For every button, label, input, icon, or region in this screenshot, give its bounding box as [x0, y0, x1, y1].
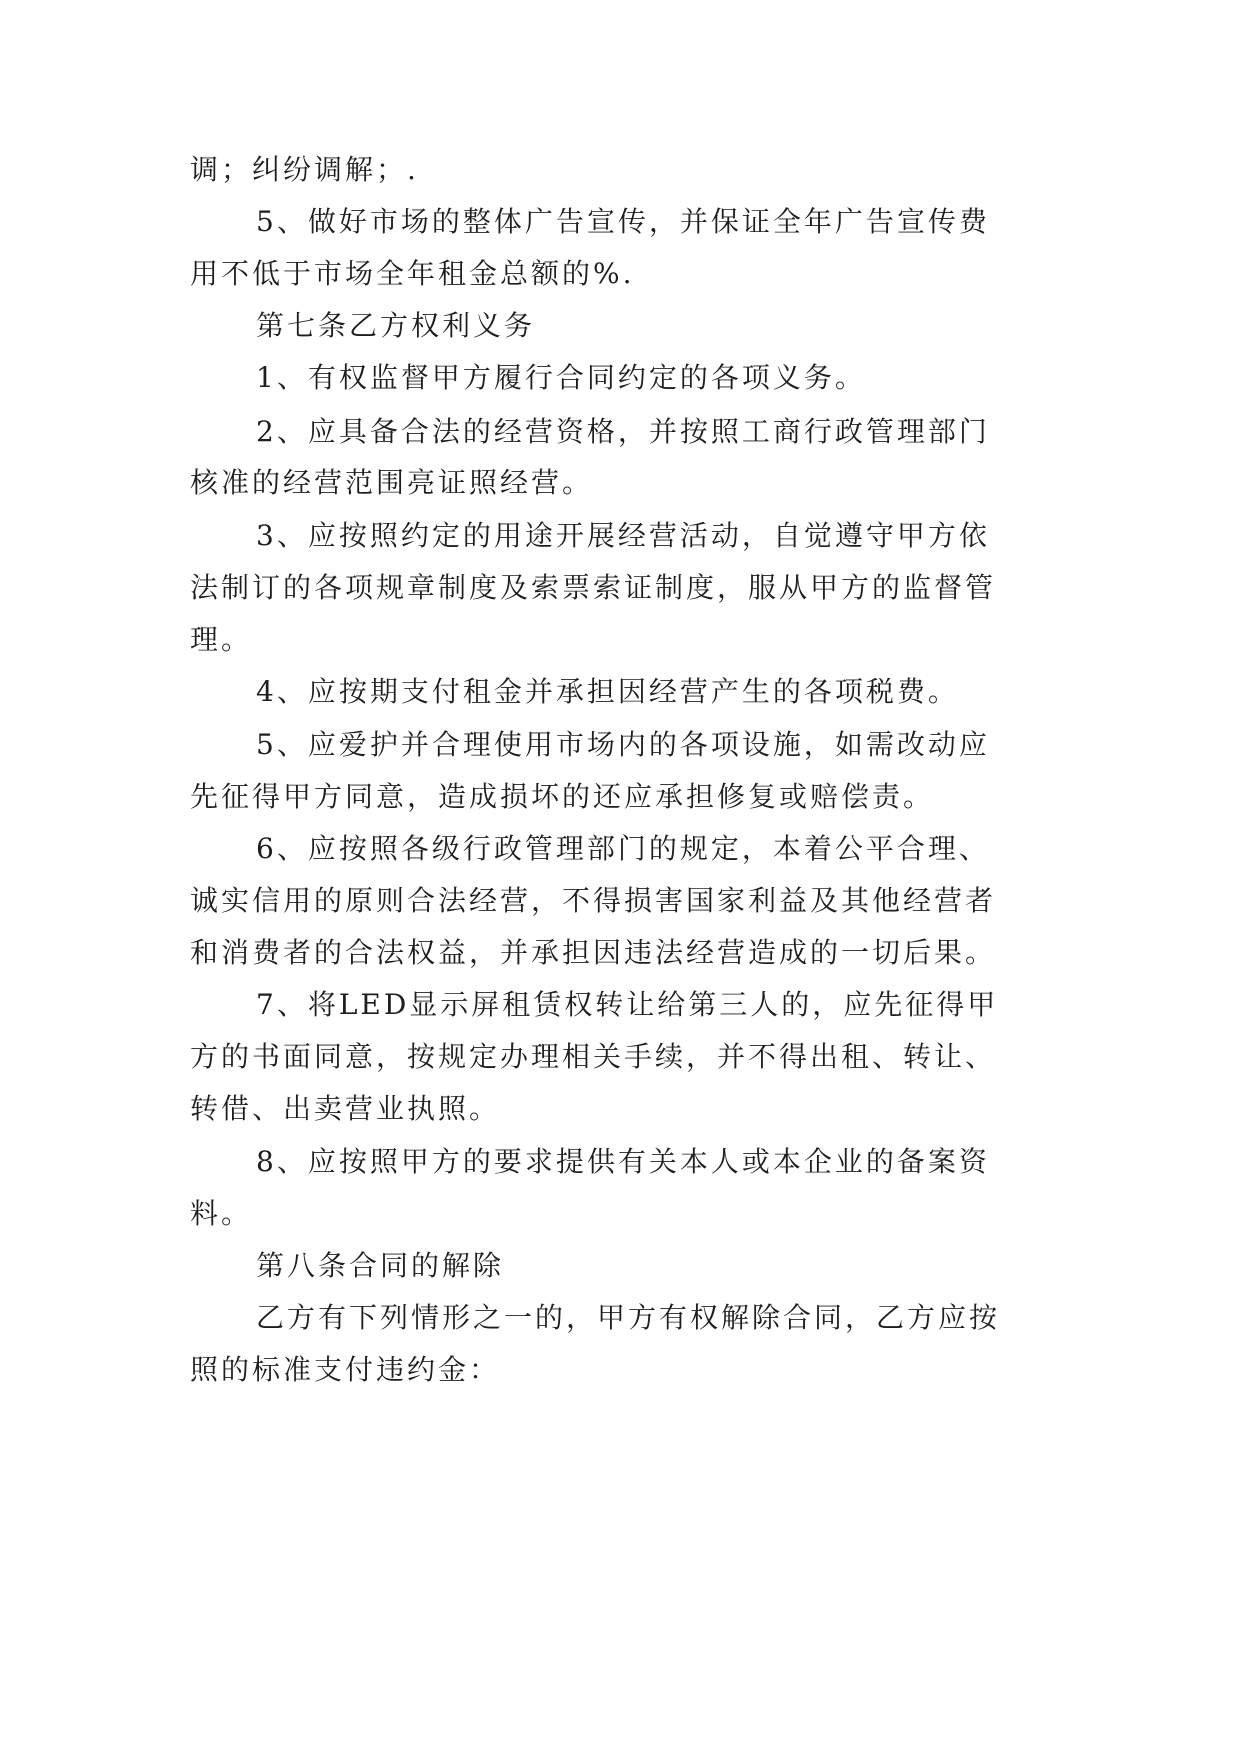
article-7-item-6-line-1: 6、应按照各级行政管理部门的规定，本着公平合理、 — [256, 832, 990, 865]
article-7-item-7-line-2: 方的书面同意，按规定办理相关手续，并不得出租、转让、 — [190, 1040, 997, 1073]
article-7-item-3-line-1: 3、应按照约定的用途开展经营活动，自觉遵守甲方依 — [256, 519, 990, 552]
article-7-item-6-line-2: 诚实信用的原则合法经营，不得损害国家利益及其他经营者 — [190, 884, 997, 917]
article-7-item-8-line-1: 8、应按照甲方的要求提供有关本人或本企业的备案资 — [256, 1145, 990, 1178]
article-7-item-3-line-2: 法制订的各项规章制度及索票索证制度，服从甲方的监督管 — [190, 571, 997, 604]
article-7-item-5-line-1: 5、应爱护并合理使用市场内的各项设施，如需改动应 — [256, 728, 990, 761]
article-7-item-5-line-2: 先征得甲方同意，造成损坏的还应承担修复或赔偿责。 — [190, 780, 935, 813]
item-5-ad-line-2: 用不低于市场全年租金总额的%. — [190, 257, 635, 290]
article-7-item-1: 1、有权监督甲方履行合同约定的各项义务。 — [256, 361, 866, 394]
article-7-item-7-line-1: 7、将LED显示屏租赁权转让给第三人的，应先征得甲 — [256, 988, 999, 1021]
article-7-item-2-line-1: 2、应具备合法的经营资格，并按照工商行政管理部门 — [256, 415, 990, 448]
article-7-item-7-line-3: 转借、出卖营业执照。 — [190, 1092, 501, 1125]
article-7-item-8-line-2: 料。 — [190, 1197, 253, 1230]
article-7-item-6-line-3: 和消费者的合法权益，并承担因违法经营造成的一切后果。 — [190, 936, 997, 969]
article-7-item-2-line-2: 核准的经营范围亮证照经营。 — [190, 466, 594, 499]
article-7-item-3-line-3: 理。 — [190, 623, 253, 656]
article-7-item-4: 4、应按期支付租金并承担因经营产生的各项税费。 — [256, 675, 959, 708]
article-7-heading: 第七条乙方权利义务 — [256, 309, 536, 342]
article-8-para-line-2: 照的标准支付违约金： — [190, 1353, 501, 1386]
article-8-para-line-1: 乙方有下列情形之一的，甲方有权解除合同，乙方应按 — [256, 1301, 1001, 1334]
text-line-1: 调；纠纷调解；. — [190, 153, 419, 186]
item-5-ad-line-1: 5、做好市场的整体广告宣传，并保证全年广告宣传费 — [256, 205, 990, 238]
article-8-heading: 第八条合同的解除 — [256, 1249, 505, 1282]
